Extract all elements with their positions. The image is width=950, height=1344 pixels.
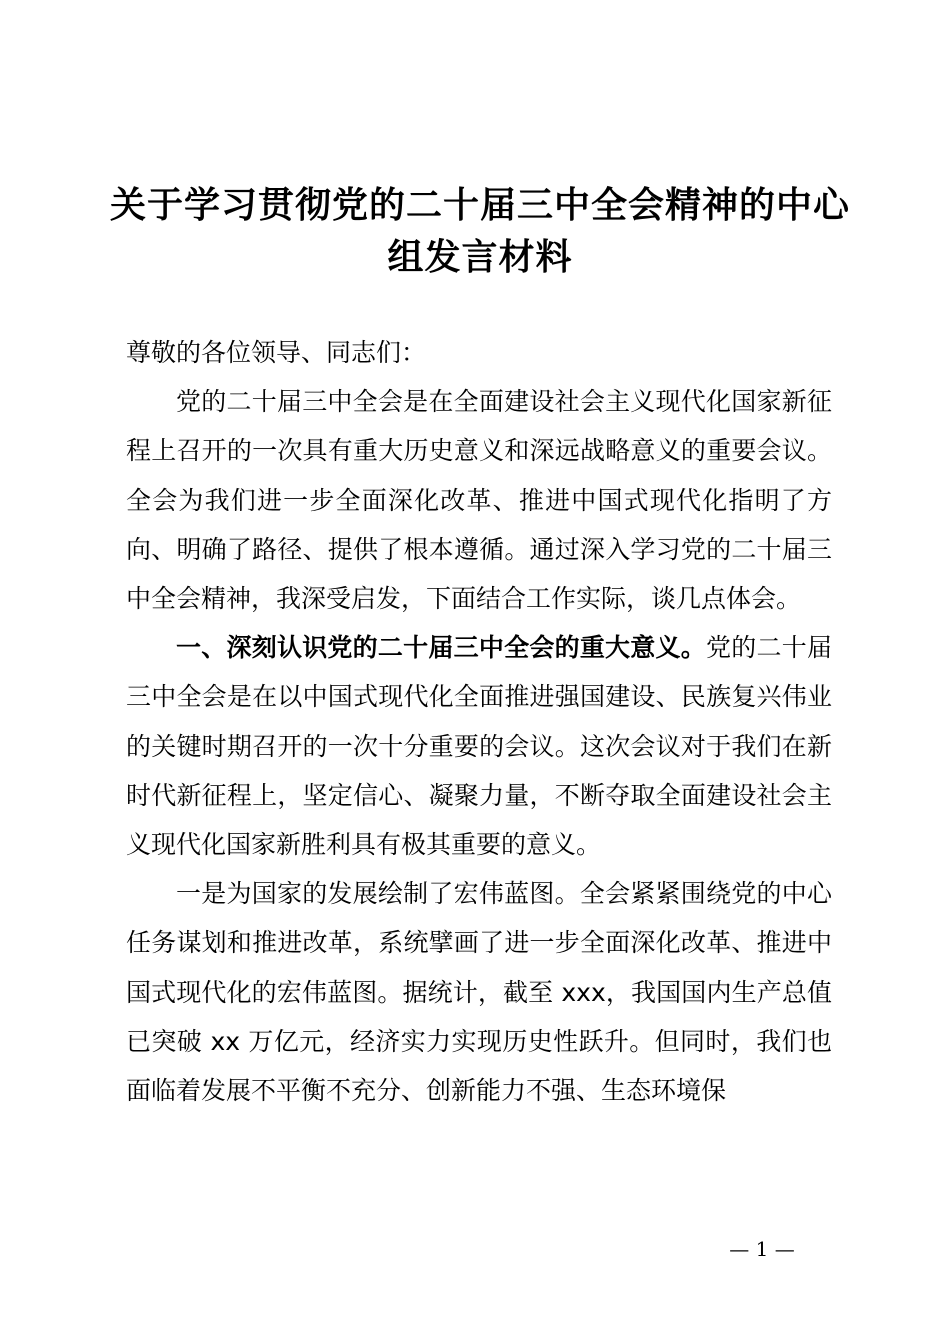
title-line-1: 关于学习贯彻党的二十届三中全会精神的中心 xyxy=(110,185,851,226)
salutation: 尊敬的各位领导、同志们： xyxy=(126,338,427,367)
paragraph-section-1 xyxy=(126,623,832,869)
page-number: — 1 — xyxy=(729,1237,795,1261)
paragraph-intro: 党的二十届三中全会是在全面建设社会主义现代化国家新征程上召开的一次具有重大历史意义和深远战略意义的重要会议。全会为我们进一步全面深化改革、推进中国式现代化指明了方向、明确了路径、提供了根本遵循。通过深入学习党的二十届三中全会精神，我深受启发，下面结合工作实际，谈几点体会。 xyxy=(126,387,832,614)
paragraph-blueprint: 一是为国家的发展绘制了宏伟蓝图。全会紧紧围绕党的中心任务谋划和推进改革，系统擘画了进一步全面深化改革、推进中国式现代化的宏伟蓝图。据统计，截至 xxx，我国国内生产总值已突破 xx 万亿元，经济实力实现历史性跃升。但同时，我们也面临着发展不平衡不充分、创新能力不强、生态环境保 xyxy=(126,879,832,1106)
document-body xyxy=(126,328,832,1115)
section-1-heading: 一、深刻认识党的二十届三中全会的重大意义。 xyxy=(176,633,707,663)
title-line-2: 组发言材料 xyxy=(387,237,573,278)
section-1-text: 党的二十届三中全会是在以中国式现代化全面推进强国建设、民族复兴伟业的关键时期召开的一次十分重要的会议。这次会议对于我们在新时代新征程上，坚定信心、凝聚力量，不断夺取全面建设社会主义现代化国家新胜利具有极其重要的意义。 xyxy=(126,633,832,860)
document-title xyxy=(110,180,850,284)
